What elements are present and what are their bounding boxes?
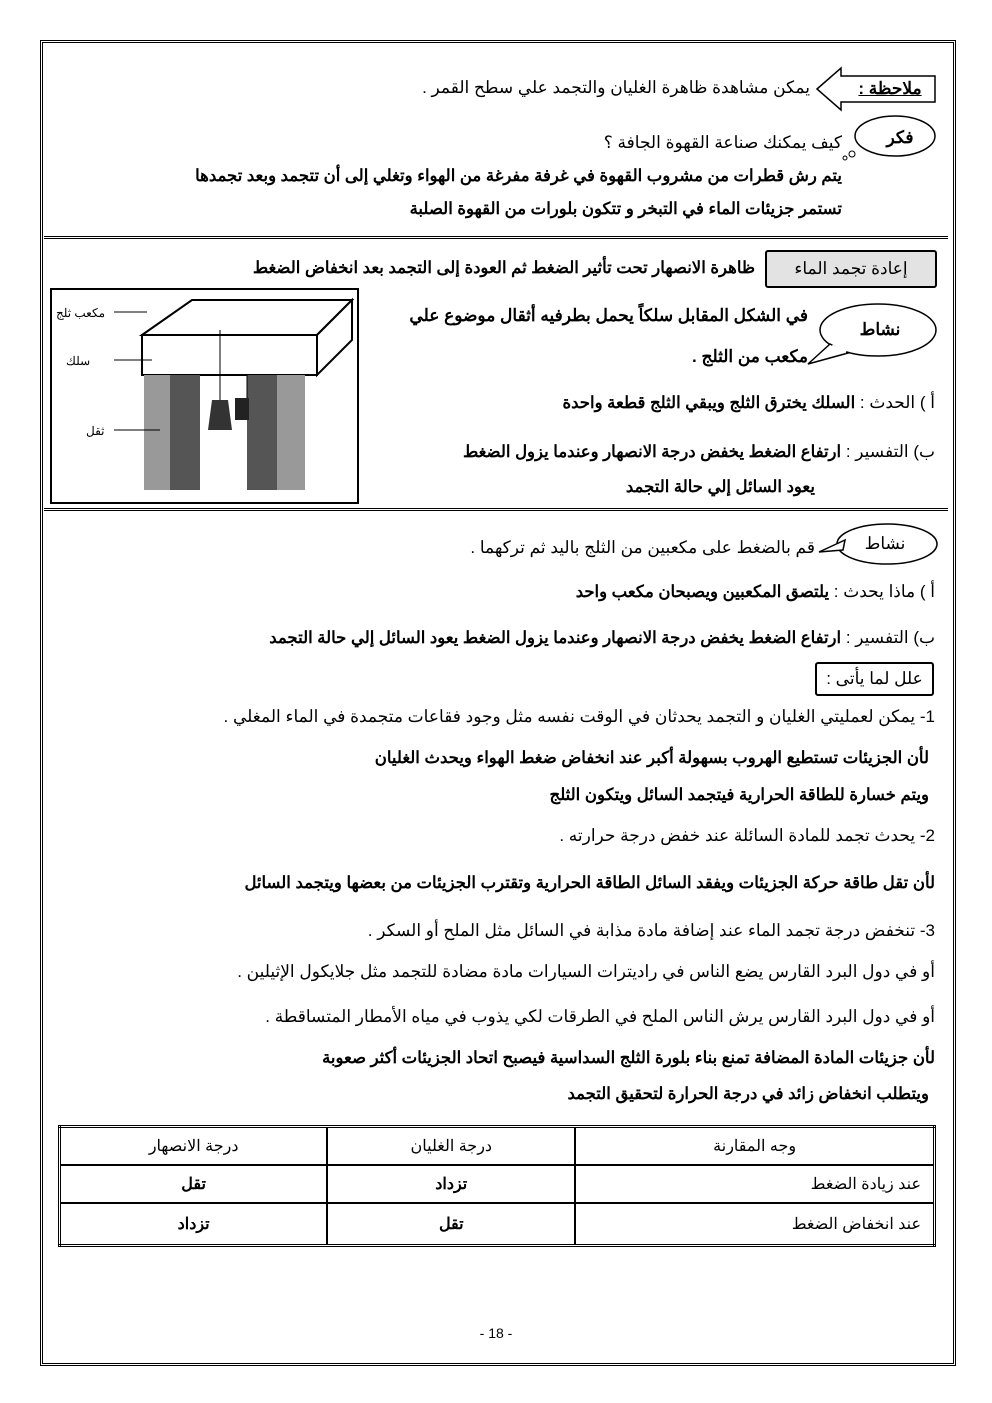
explain-row [463, 441, 935, 463]
row-label: عند انخفاض الضغط [575, 1203, 934, 1246]
section-divider [44, 508, 948, 511]
activity2-text: قم بالضغط على مكعبين من الثلج باليد ثم تركهما . [470, 538, 815, 557]
event-answer: السلك يخترق الثلج ويبقي الثلج قطعة واحدة [562, 394, 856, 412]
answer-1: ويتم خسارة للطاقة الحرارية فيتجمد السائل ويتكون الثلج [549, 786, 929, 804]
item-3-or-2: أو في دول البرد القارس يرش الناس الملح في الطرقات لكي يذوب في مياه الأمطار المتساقطة . [265, 1007, 935, 1026]
page-number: - 18 - [479, 1325, 513, 1341]
activity2-label: نشاط [864, 534, 906, 553]
think-answer: تستمر جزيئات الماء في التبخر و تتكون بلورات من القهوة الصلبة [409, 200, 842, 218]
header-cell: وجه المقارنة [575, 1127, 934, 1166]
event-row [563, 392, 936, 414]
comparison-table [58, 1125, 936, 1247]
item-3: 3- تنخفض درجة تجمد الماء عند إضافة مادة مذابة في السائل مثل الملح أو السكر . [367, 921, 935, 940]
explain-answer-cont: يعود السائل إلي حالة التجمد [625, 478, 815, 496]
table-cell: تقل [327, 1203, 575, 1246]
activity-text: مكعب من الثلج . [692, 347, 808, 366]
row-label: عند زيادة الضغط [575, 1165, 934, 1203]
table-header-row [60, 1127, 935, 1166]
activity2-question [576, 581, 935, 603]
item-2: 2- يحدث تجمد للمادة السائلة عند خفض درجة حرارته . [559, 826, 935, 845]
header-cell: درجة الانصهار [60, 1127, 328, 1166]
label-wire: سلك [66, 354, 91, 368]
section-divider [44, 236, 948, 239]
activity2-explain [269, 627, 935, 649]
table-cell: تزداد [60, 1203, 328, 1246]
answer-3: ويتطلب انخفاض زائد في درجة الحرارة لتحقيق التجمد [567, 1085, 929, 1103]
item-3-or-1: أو في دول البرد القارس يضع الناس في راديترات السيارات مادة مضادة للتجمد مثل جلايكول الإثيلين . [237, 962, 935, 981]
think-answer: يتم رش قطرات من مشروب القهوة في غرفة مفرغة من الهواء وتغلي إلى أن تتجمد وبعد تجمدها [195, 167, 842, 185]
label-ice-cube: مكعب ثلج [56, 306, 106, 320]
label-weight: ثقل [86, 424, 105, 438]
note-label: ملاحظة : [858, 79, 922, 98]
think-question: كيف يمكنك صناعة القهوة الجافة ؟ [603, 133, 842, 152]
table-row [60, 1165, 935, 1203]
answer-3: لأن جزيئات المادة المضافة تمنع بناء بلورة الثلج السداسية فيصبح اتحاد الجزيئات أكثر صعوبة [322, 1049, 935, 1067]
explain-answer: ارتفاع الضغط يخفض درجة الانصهار وعندما يزول الضغط [462, 443, 842, 461]
question-answer: يلتصق المكعبين ويصبحان مكعب واحد [575, 583, 830, 601]
explain-label: ب) التفسير : [845, 628, 935, 647]
refreeze-label: إعادة تجمد الماء [765, 250, 937, 288]
question-label: أ ) ماذا يحدث : [833, 582, 935, 601]
header-cell: درجة الغليان [327, 1127, 575, 1166]
answer-2: لأن تقل طاقة حركة الجزيئات ويفقد السائل الطاقة الحرارية وتقترب الجزيئات من بعضها ويتجمد السائل [244, 874, 935, 892]
activity-label: نشاط [859, 320, 901, 339]
answer-1: لأن الجزيئات تستطيع الهروب بسهولة أكبر عند انخفاض ضغط الهواء ويحدث الغليان [374, 749, 929, 767]
explain-heading: علل لما يأتى : [815, 662, 934, 696]
table-cell: تقل [60, 1165, 328, 1203]
explain-answer: ارتفاع الضغط يخفض درجة الانصهار وعندما يزول الضغط يعود السائل إلي حالة التجمد [269, 629, 842, 647]
note-text: يمكن مشاهدة ظاهرة الغليان والتجمد علي سطح القمر . [422, 78, 810, 97]
table-row [60, 1203, 935, 1246]
event-label: أ ) الحدث : [859, 393, 935, 412]
item-1: 1- يمكن لعمليتي الغليان و التجمد يحدثان في الوقت نفسه مثل وجود فقاعات متجمدة في الماء المغلي . [223, 707, 935, 726]
explain-label: ب) التفسير : [845, 442, 935, 461]
table-cell: تزداد [327, 1165, 575, 1203]
refreeze-heading: ظاهرة الانصهار تحت تأثير الضغط ثم العودة إلى التجمد بعد انخفاض الضغط [252, 259, 755, 277]
activity-text: في الشكل المقابل سلكاً يحمل بطرفيه أثقال موضوع علي [409, 306, 808, 325]
think-label: فكر [886, 128, 914, 147]
ice-wire-figure [50, 288, 359, 504]
